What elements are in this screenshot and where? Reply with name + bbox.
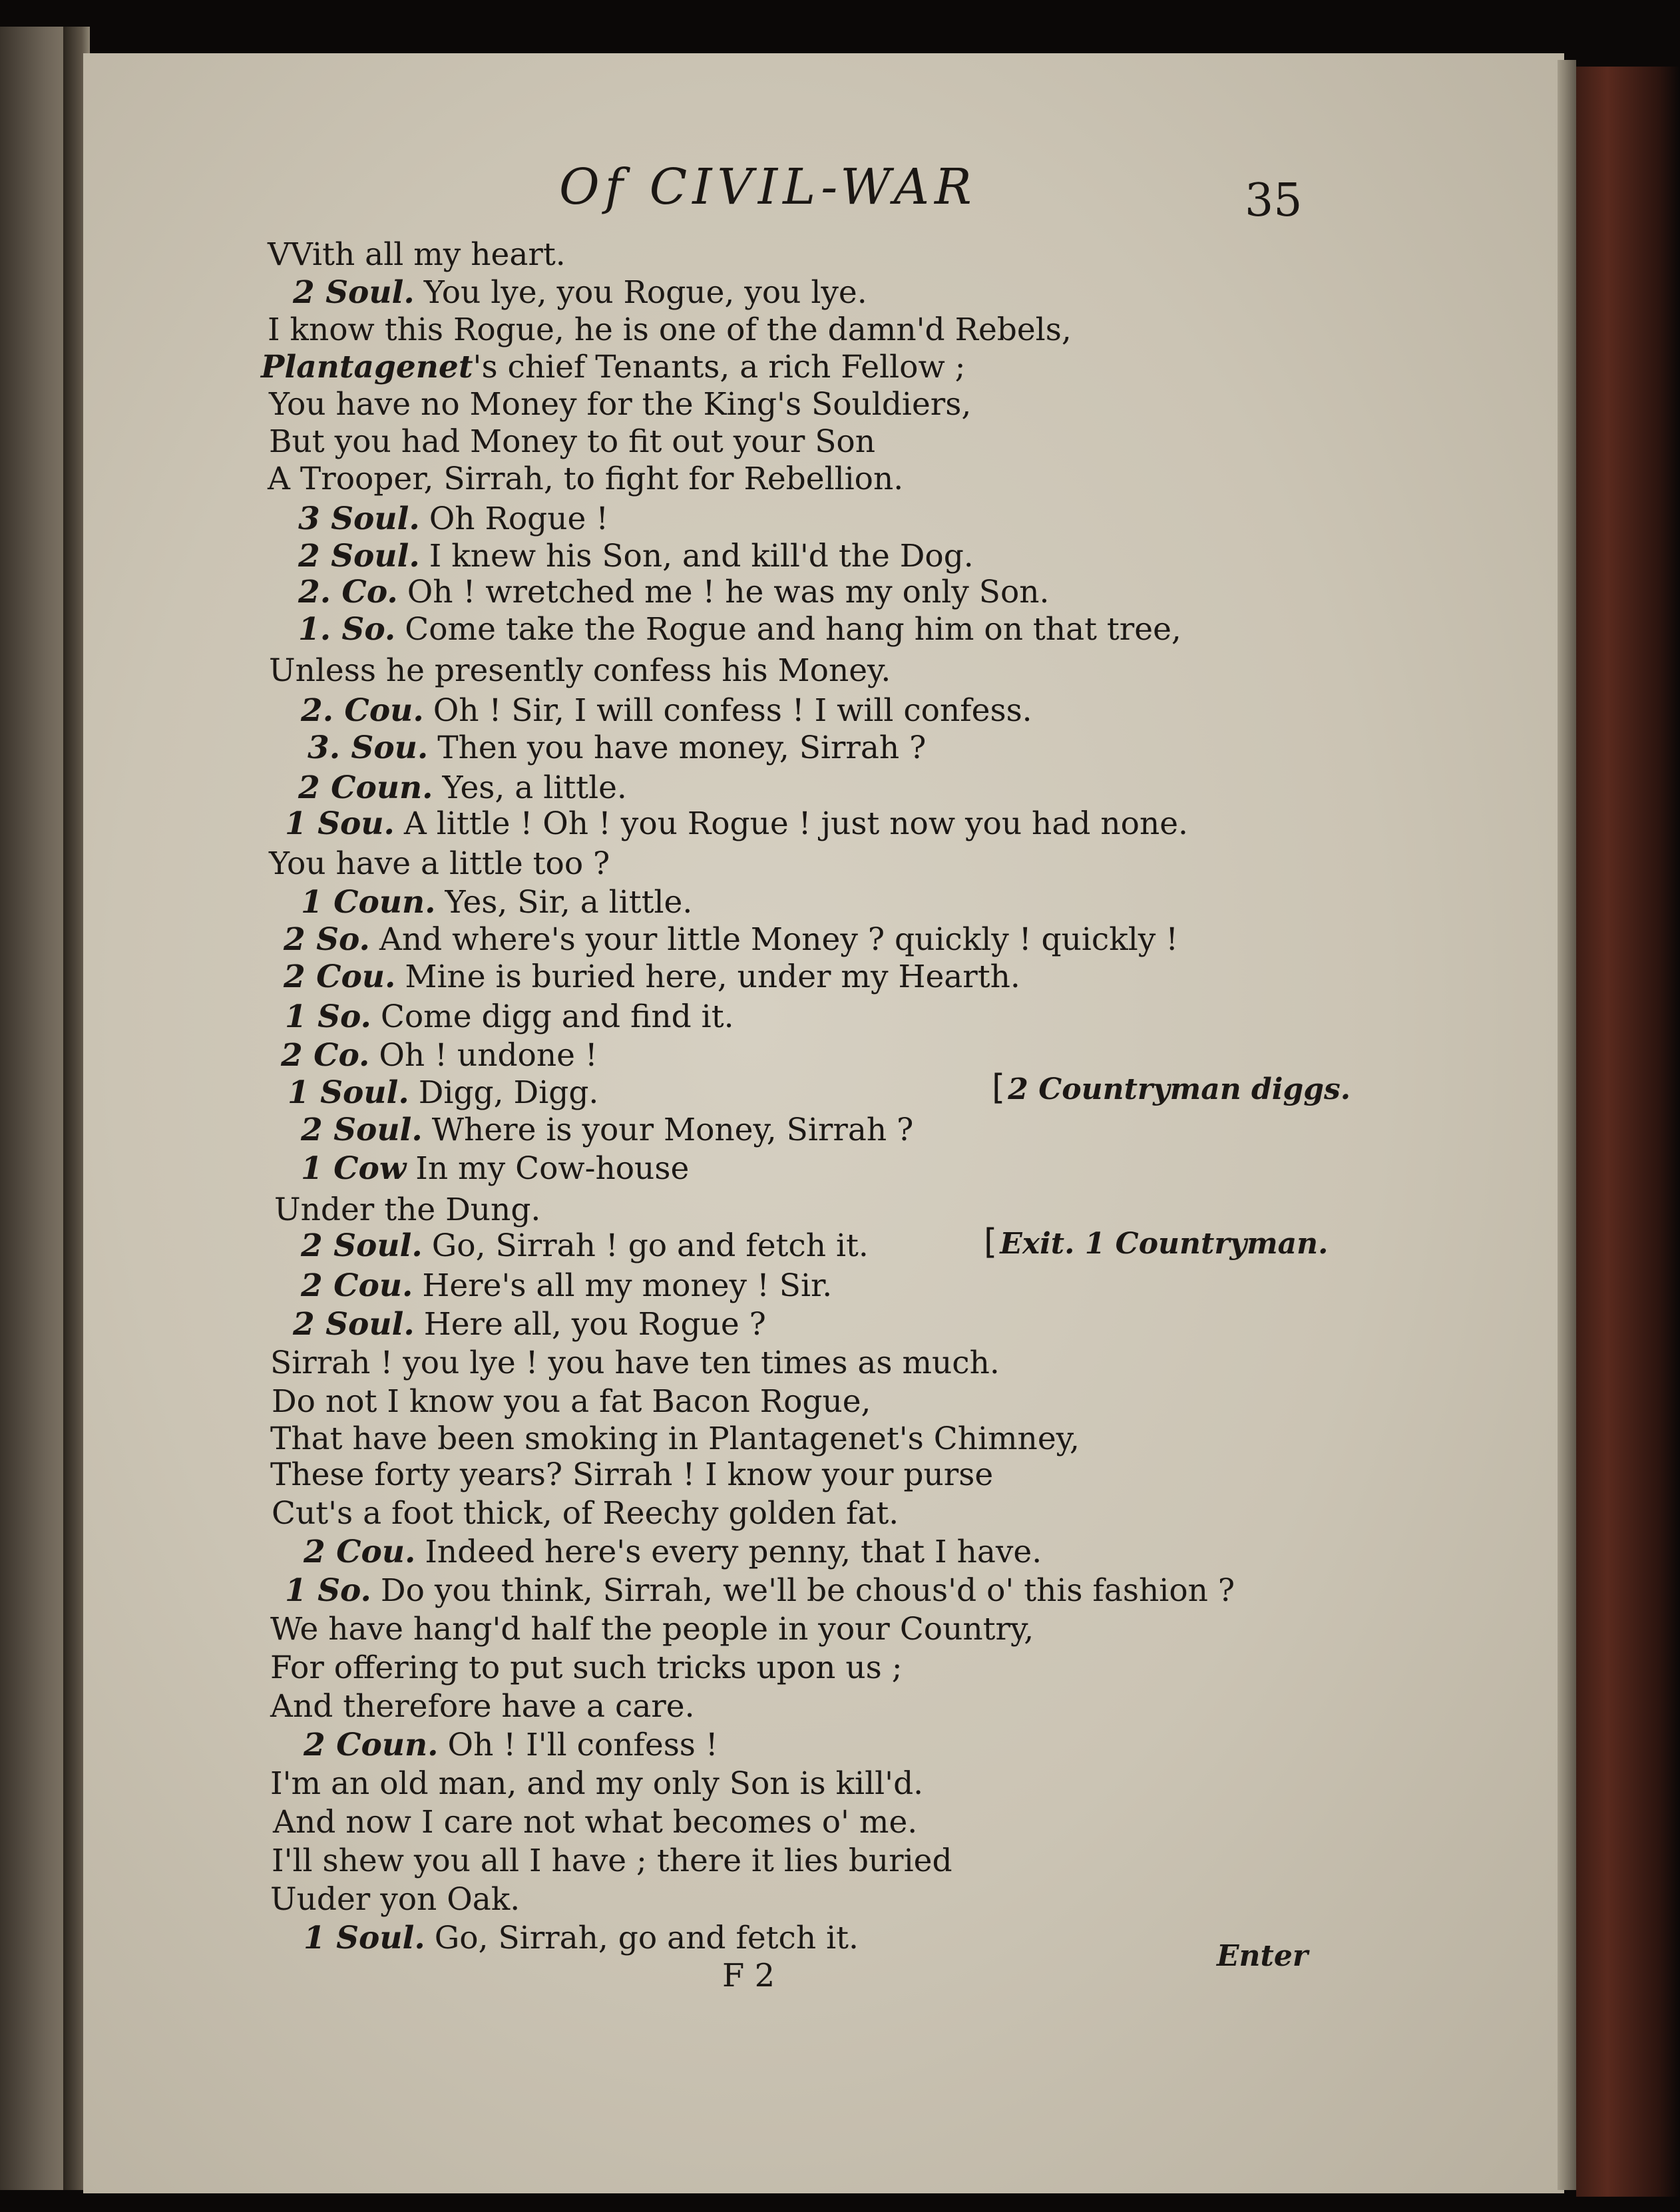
- text-line: 2. Co. Oh ! wretched me ! he was my only Son.: [298, 574, 1050, 610]
- text-line: 2 Coun. Oh ! I'll confess !: [304, 1727, 718, 1763]
- text-line: Plantagenet's chief Tenants, a rich Fellow ;: [261, 349, 966, 385]
- text-line: Unless he presently confess his Money.: [269, 652, 891, 689]
- text-line: And therefore have a care.: [270, 1688, 695, 1725]
- text-line: 1. So. Come take the Rogue and hang him on that tree,: [298, 611, 1181, 648]
- text-line: 1 Soul. Go, Sirrah, go and fetch it.: [304, 1920, 859, 1956]
- running-head: Of CIVIL-WAR: [559, 158, 977, 216]
- text-line: That have been smoking in Plantagenet's Chimney,: [270, 1421, 1080, 1457]
- text-line: 2 Cou. Mine is buried here, under my Hearth.: [284, 959, 1020, 995]
- text-line: 2 Soul. Go, Sirrah ! go and fetch it.: [301, 1227, 869, 1264]
- page-number: 35: [1245, 174, 1303, 227]
- text-line: 2. Cou. Oh ! Sir, I will confess ! I will confess.: [301, 692, 1032, 729]
- text-line: 2 Cou. Indeed here's every penny, that I have.: [304, 1534, 1042, 1570]
- text-line: 1 Sou. A little ! Oh ! you Rogue ! just now you had none.: [285, 805, 1188, 842]
- text-line: 3 Soul. Oh Rogue !: [298, 501, 609, 537]
- text-line: 2 Soul. Here all, you Rogue ?: [293, 1306, 766, 1343]
- signature-mark: F 2: [722, 1957, 775, 1994]
- book-cover-edge: [1576, 67, 1680, 2197]
- text-line: 2 Soul. You lye, you Rogue, you lye.: [293, 274, 867, 311]
- text-line: 1 Soul. Digg, Digg.: [288, 1074, 599, 1111]
- text-line: 2 Soul. Where is your Money, Sirrah ?: [301, 1112, 914, 1148]
- text-line: I know this Rogue, he is one of the damn'd Rebels,: [268, 312, 1072, 348]
- page-fore-edge: [1558, 60, 1576, 2190]
- stage-direction: [2 Countryman diggs.: [992, 1068, 1351, 1108]
- text-line: And now I care not what becomes o' me.: [273, 1804, 918, 1841]
- text-line: A Trooper, Sirrah, to fight for Rebellion.: [268, 461, 904, 497]
- text-line: VVith all my heart.: [268, 236, 566, 273]
- text-line: Under the Dung.: [274, 1192, 541, 1228]
- text-line: These forty years? Sirrah ! I know your purse: [270, 1456, 994, 1493]
- text-line: For offering to put such tricks upon us ;: [270, 1650, 903, 1686]
- text-line: But you had Money to fit out your Son: [269, 423, 875, 460]
- text-line: 2 Co. Oh ! undone !: [281, 1037, 598, 1074]
- text-line: I'll shew you all I have ; there it lies buried: [272, 1843, 952, 1879]
- text-line: 3. Sou. Then you have money, Sirrah ?: [308, 730, 927, 766]
- text-line: 2 Soul. I knew his Son, and kill'd the Dog.: [298, 538, 974, 574]
- text-line: 1 Cow In my Cow-house: [301, 1150, 690, 1187]
- text-line: 1 So. Come digg and find it.: [285, 998, 734, 1035]
- text-line: 2 So. And where's your little Money ? quickly ! quickly !: [284, 921, 1179, 958]
- text-line: Cut's a foot thick, of Reechy golden fat.: [272, 1495, 899, 1532]
- text-line: 1 Coun. Yes, Sir, a little.: [301, 884, 693, 921]
- text-line: 2 Coun. Yes, a little.: [298, 770, 627, 806]
- text-line: 2 Cou. Here's all my money ! Sir.: [301, 1267, 833, 1304]
- text-line: Sirrah ! you lye ! you have ten times as much.: [270, 1345, 1000, 1381]
- text-line: Do not I know you a fat Bacon Rogue,: [272, 1383, 871, 1420]
- stage-direction: [Exit. 1 Countryman.: [984, 1222, 1329, 1262]
- text-line: We have hang'd half the people in your Country,: [270, 1611, 1034, 1648]
- text-line: 1 So. Do you think, Sirrah, we'll be chous'd o' this fashion ?: [285, 1572, 1235, 1609]
- text-line: Uuder yon Oak.: [270, 1881, 521, 1918]
- text-line: You have no Money for the King's Souldiers,: [269, 386, 972, 423]
- catchword: Enter: [1217, 1939, 1309, 1973]
- text-line: I'm an old man, and my only Son is kill'd.: [270, 1765, 924, 1802]
- text-line: You have a little too ?: [269, 845, 610, 882]
